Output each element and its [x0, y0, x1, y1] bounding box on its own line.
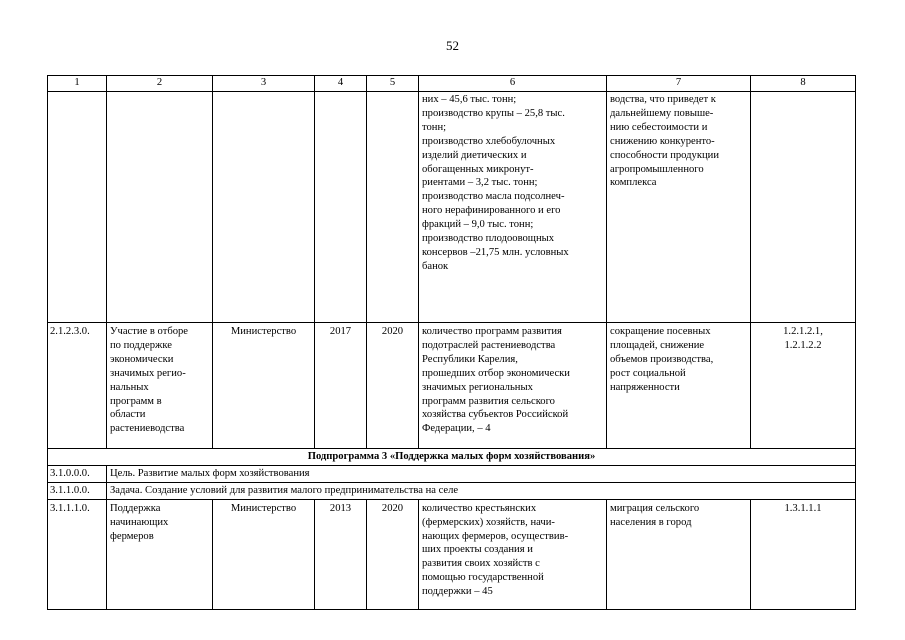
text-line: 1.2.1.2.2 [784, 339, 822, 351]
text-line: способности продукции [610, 149, 719, 161]
text-line: производство плодоовощных [422, 233, 555, 245]
text-line: производство хлебобулочных [422, 135, 556, 147]
cell-name [107, 499, 213, 609]
text-line: экономически [110, 353, 174, 365]
text-line: по поддержке [110, 339, 172, 351]
text-line: напряженности [610, 381, 680, 393]
text-line: тонн; [422, 121, 447, 133]
text-line: водства, что приведет к [610, 94, 716, 105]
text-line: Поддержка [110, 502, 161, 514]
text-line: обогащенных микронут- [422, 163, 534, 175]
text-line: (фермерских) хозяйств, начи- [422, 516, 555, 528]
cell-end-year [367, 92, 419, 323]
text-line: сокращение посевных [610, 326, 711, 337]
text-line: области [110, 409, 146, 421]
goal-row [48, 465, 856, 482]
cell-link [751, 323, 856, 449]
cell-number: 3.1.1.1.0. [48, 499, 107, 609]
text-line: площадей, снижение [610, 339, 705, 351]
column-header-6: 6 [419, 76, 607, 92]
column-header-row [48, 76, 856, 92]
cell-end-year: 2020 [367, 323, 419, 449]
cell-number [48, 92, 107, 323]
cell-start-year [315, 92, 367, 323]
cell-consequence [607, 92, 751, 323]
program-measures-table [47, 75, 856, 610]
cell-name [107, 323, 213, 449]
text-line: значимых региональных [422, 381, 533, 393]
cell-executor: Министерство [213, 323, 315, 449]
cell-name [107, 92, 213, 323]
task-number: 3.1.1.0.0. [48, 482, 107, 499]
table-row-continuation [48, 92, 856, 323]
text-line: изделий диетических и [422, 149, 527, 161]
text-line: поддержки – 45 [422, 586, 493, 598]
text-line: населения в город [610, 516, 692, 528]
cell-executor: Министерство [213, 499, 315, 609]
text-line: комплекса [610, 177, 657, 189]
text-line: нающих фермеров, осуществив- [422, 530, 569, 542]
cell-consequence [607, 323, 751, 449]
text-line: хозяйства субъектов Российской [422, 409, 569, 421]
cell-start-year: 2013 [315, 499, 367, 609]
text-line: программ развития сельского [422, 395, 555, 407]
text-line: количество крестьянских [422, 502, 537, 514]
text-line: подотраслей растениеводства [422, 339, 556, 351]
goal-number: 3.1.0.0.0. [48, 465, 107, 482]
page-number: 52 [446, 38, 459, 53]
text-line: консервов –21,75 млн. условных [422, 246, 569, 258]
text-line: банок [422, 260, 449, 272]
text-line: растениеводства [110, 423, 185, 435]
cell-start-year: 2017 [315, 323, 367, 449]
goal-text: Цель. Развитие малых форм хозяйствования [107, 465, 856, 482]
text-line: Республики Карелия, [422, 353, 518, 365]
task-text: Задача. Создание условий для развития малого предпринимательства на селе [107, 482, 856, 499]
text-line: программ в [110, 395, 162, 407]
cell-number: 2.1.2.3.0. [48, 323, 107, 449]
text-line: ного нерафинированного и его [422, 205, 561, 217]
text-line: Участие в отборе [110, 326, 189, 337]
text-line: начинающих [110, 516, 169, 528]
subprogram-title: Подпрограмма 3 «Поддержка малых форм хозяйствования» [48, 449, 856, 466]
text-line: фракций – 9,0 тыс. тонн; [422, 219, 534, 231]
task-row [48, 482, 856, 499]
text-line: прошедших отбор экономически [422, 367, 570, 379]
text-line: Федерации, – 4 [422, 423, 491, 435]
text-line: нальных [110, 381, 149, 393]
text-line: значимых регио- [110, 367, 186, 379]
text-line: объемов производства, [610, 353, 714, 365]
text-line: миграция сельского [610, 502, 700, 514]
column-header-7: 7 [607, 76, 751, 92]
cell-indicator [419, 323, 607, 449]
column-header-3: 3 [213, 76, 315, 92]
cell-indicator [419, 499, 607, 609]
column-header-8: 8 [751, 76, 856, 92]
text-line: риентами – 3,2 тыс. тонн; [422, 177, 538, 189]
text-line: количество программ развития [422, 326, 562, 337]
text-line: производство масла подсолнеч- [422, 191, 565, 203]
text-line: рост социальной [610, 367, 686, 379]
text-line: производство крупы – 25,8 тыс. [422, 107, 565, 119]
cell-link [751, 92, 856, 323]
text-line: агропромышленного [610, 163, 704, 175]
table-row-2-1-2-3 [48, 323, 856, 449]
text-line: дальнейшему повыше- [610, 107, 714, 119]
subprogram-title-row [48, 449, 856, 466]
text-line: них – 45,6 тыс. тонн; [422, 94, 517, 105]
text-line: помощью государственной [422, 572, 544, 584]
text-line: 1.2.1.2.1, [783, 326, 823, 337]
cell-indicator [419, 92, 607, 323]
cell-consequence [607, 499, 751, 609]
text-line: ших проекты создания и [422, 544, 533, 556]
column-header-5: 5 [367, 76, 419, 92]
text-line: фермеров [110, 530, 154, 542]
cell-executor [213, 92, 315, 323]
table-row-3-1-1-1 [48, 499, 856, 609]
text-line: снижению конкуренто- [610, 135, 715, 147]
text-line: развития своих хозяйств с [422, 558, 540, 570]
column-header-2: 2 [107, 76, 213, 92]
cell-link: 1.3.1.1.1 [751, 499, 856, 609]
cell-end-year: 2020 [367, 499, 419, 609]
column-header-1: 1 [48, 76, 107, 92]
text-line: нию себестоимости и [610, 121, 708, 133]
column-header-4: 4 [315, 76, 367, 92]
